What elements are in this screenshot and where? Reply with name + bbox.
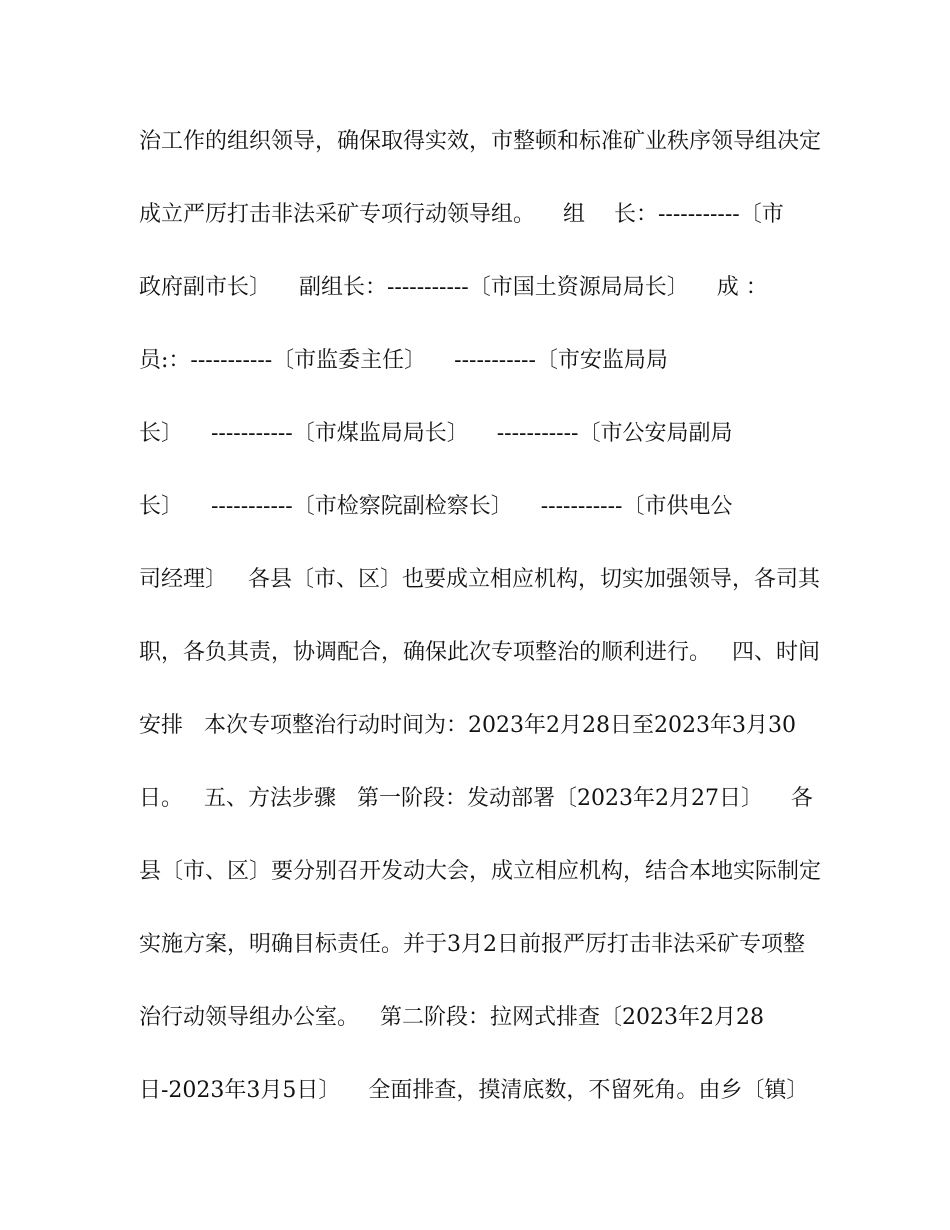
- text-line-4: 员:：-----------〔市监委主任〕 -----------〔市安监局局: [139, 348, 668, 373]
- text-line-2: 成立严厉打击非法采矿专项行动领导组。 组 长：-----------〔市: [139, 202, 784, 227]
- text-line-11: 县〔市、区〕要分别召开发动大会，成立相应机构，结合本地实际制定: [139, 859, 822, 884]
- text-line-3: 政府副市长〕 副组长：-----------〔市国土资源局局长〕 成 ：: [139, 275, 768, 300]
- text-line-10: 日。 五、方法步骤 第一阶段：发动部署〔2023年2月27日〕 各: [139, 786, 813, 811]
- text-line-9: 安排 本次专项整治行动时间为：2023年2月28日至2023年3月30: [139, 713, 796, 738]
- text-line-14: 日-2023年3月5日〕 全面排查，摸清底数，不留死角。由乡〔镇〕: [139, 1078, 809, 1103]
- text-line-8: 职，各负其责，协调配合，确保此次专项整治的顺利进行。 四、时间: [139, 640, 820, 665]
- text-line-12: 实施方案，明确目标责任。并于3月2日前报严厉打击非法采矿专项整: [139, 932, 805, 957]
- text-line-7: 司经理〕 各县〔市、区〕也要成立相应机构，切实加强领导，各司其: [139, 567, 820, 592]
- text-line-5: 长〕 -----------〔市煤监局局长〕 -----------〔市公安局副局: [139, 421, 733, 446]
- text-line-13: 治行动领导组办公室。 第二阶段：拉网式排查〔2023年2月28: [139, 1005, 764, 1030]
- text-line-1: 治工作的组织领导，确保取得实效，市整顿和标准矿业秩序领导组决定: [139, 129, 822, 154]
- text-line-6: 长〕 -----------〔市检察院副检察长〕 -----------〔市供电公: [139, 494, 733, 519]
